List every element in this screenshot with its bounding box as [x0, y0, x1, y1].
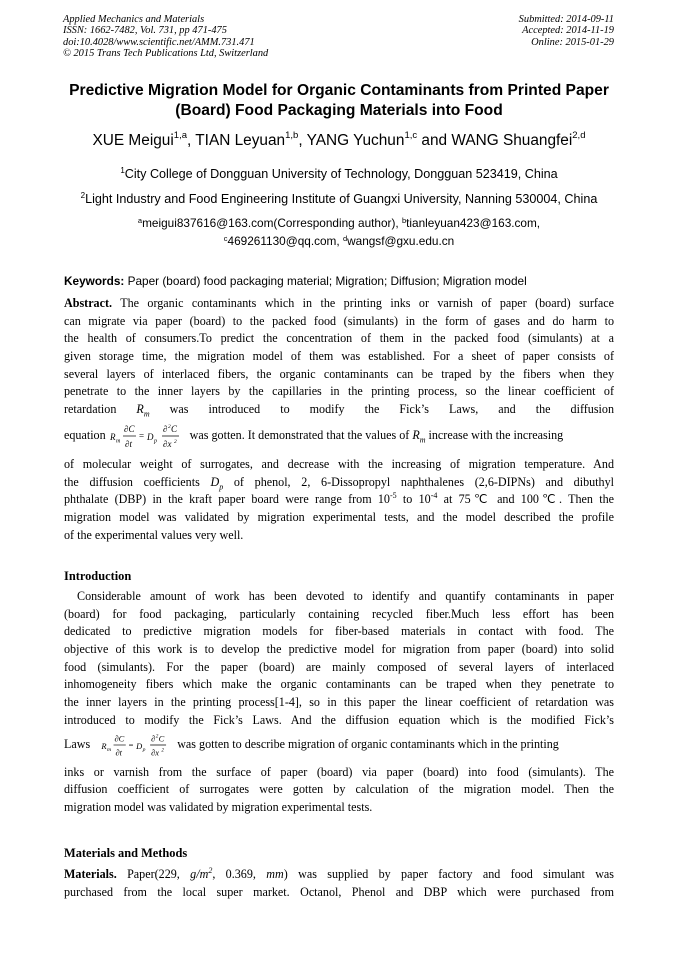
eq-d2-sup: 2 — [167, 423, 171, 430]
keywords-label: Keywords: — [64, 274, 125, 288]
eq-d2: ∂ — [162, 423, 168, 434]
intro-line: inhomogeneity fibers which make the organic contaminants can be traped when they penetrate to — [64, 677, 614, 692]
eq-d2-sup: 2 — [155, 733, 159, 739]
text-run: of phenol, 2, 6-Dissopropyl naphthalenes (2,6-DIPNs) and dibuthyl — [223, 474, 614, 489]
text-run: was gotten to describe migration of organic contaminants which in the printing — [177, 736, 559, 751]
unit-mm: mm — [266, 867, 284, 881]
email-mark: a — [137, 216, 143, 225]
keywords-text: Paper (board) food packaging material; Migration; Diffusion; Migration model — [124, 274, 527, 288]
text-run: at 75℃ and 100℃. Then the — [437, 492, 614, 507]
author-separator: , — [298, 132, 307, 149]
eq-C: C — [170, 423, 177, 434]
intro-line: Considerable amount of work has been devoted to identify and quantify contaminants in paper — [77, 589, 614, 603]
exponent: -4 — [430, 491, 438, 501]
submission-dates — [519, 14, 614, 48]
affiliation-mark: 1 — [120, 166, 125, 175]
intro-line: dedicated to predictive migration models for fiber-based materials in contact with food. The — [64, 624, 614, 639]
eq-D: D — [136, 740, 143, 751]
email-mark: d — [342, 233, 348, 243]
eq-D-sub: p — [142, 746, 146, 753]
eq-dx-sup: 2 — [161, 747, 165, 754]
materials-label: Materials. — [64, 867, 117, 881]
abstract-equation-line — [64, 419, 614, 453]
affiliation-2 — [60, 191, 618, 207]
eq-dC: ∂C — [123, 423, 135, 434]
journal-info — [63, 14, 268, 60]
introduction-heading: Introduction — [64, 569, 132, 583]
abstract-line: of molecular weight of surrogates, and decrease with the increasing of migration temperature. And — [64, 456, 614, 471]
subscript: m — [419, 435, 426, 445]
text-run: equation — [64, 427, 106, 442]
title-line-1: Predictive Migration Model for Organic Contaminants from Printed Paper — [69, 82, 609, 99]
submitted-date: Submitted: 2014-09-11 — [518, 14, 614, 25]
intro-line: introduced to modify the Fick’s Laws. And the diffusion equation which is the modified Fick’s — [64, 712, 614, 727]
methods-heading: Materials and Methods — [64, 846, 188, 860]
journal-name: Applied Mechanics and Materials — [63, 14, 205, 25]
intro-line: objective of this work is to develop the predictive model for migration from paper (board) into solid — [64, 642, 614, 657]
abstract-line — [64, 295, 614, 313]
intro-line: (board) for food packaging, particularly containing recycled fiber.Much less effort has been — [64, 606, 614, 621]
abstract-line: penetrate to the inner layers by the capillaries in the printing process, so the linear coefficient of — [64, 384, 614, 399]
subscript: m — [143, 409, 150, 419]
eq-dx: ∂x — [151, 746, 160, 757]
text-run: Paper(229, — [116, 867, 191, 881]
text-run: the diffusion coefficients — [64, 474, 211, 489]
text-run: D — [210, 474, 220, 489]
intro-line: migration model was validated by migration experimental tests. — [64, 799, 373, 814]
abstract-line: given storage time, the migration model of them was established. For a sheet of paper consists of — [64, 349, 614, 364]
eq-dx: ∂x — [162, 438, 172, 449]
email-address: tianleyuan423@163.com, — [406, 216, 541, 230]
author-affil-mark: 1,b — [285, 130, 299, 141]
author-affil-mark: 2,d — [572, 130, 586, 141]
exponent: -5 — [389, 491, 397, 501]
intro-line: food (simulants). For the paper (board) are mainly composed of several layers of interlaced — [64, 659, 614, 674]
text-run: to 10 — [396, 492, 431, 507]
abstract-line — [64, 474, 614, 492]
author-affil-mark: 1,c — [404, 130, 418, 141]
abstract-label: Abstract. — [64, 296, 113, 310]
methods-line — [64, 866, 614, 884]
text-run: g/m — [190, 867, 209, 881]
text-run: R — [136, 402, 144, 417]
journal-doi: doi:10.4028/www.scientific.net/AMM.731.471 — [63, 36, 255, 48]
eq-d2: ∂ — [151, 732, 156, 743]
author-separator: , — [187, 132, 196, 149]
eq-R-sub: m — [107, 746, 112, 753]
unit-gsm — [190, 867, 212, 881]
abstract-line — [64, 401, 614, 419]
email-mark: b — [401, 216, 407, 225]
methods-body — [64, 866, 614, 901]
text-run: retardation — [64, 402, 117, 417]
text-run: Laws — [64, 736, 91, 751]
journal-issn: ISSN: 1662-7482, Vol. 731, pp 471-475 — [63, 25, 227, 37]
subscript: p — [219, 481, 224, 491]
keywords — [64, 274, 614, 289]
text-run: phthalate (DBP) in the kraft paper board were range from 10 — [64, 492, 390, 507]
email-mark: c — [223, 233, 228, 243]
affiliation-1 — [60, 166, 618, 182]
methods-line: purchased from the local super market. Octanol, Phenol and DBP which were purchased from — [64, 884, 614, 899]
email-address: meigui837616@163.com(Corresponding author), — [142, 216, 402, 230]
abstract-line: several layers of interlaced fibers, the organic contaminants can be traped by the fibers when they — [64, 366, 614, 381]
author-emails — [60, 215, 618, 250]
abstract-line: can migrate via paper (board) to the packed food (simulants) in the form of gases and do harm to — [64, 313, 614, 328]
abstract-line — [64, 491, 614, 509]
email-address: 469261130@qq.com, — [227, 233, 343, 248]
eq-D-sub: p — [153, 438, 157, 445]
var-D — [210, 475, 223, 489]
affiliation-text: Light Industry and Food Engineering Institute of Guangxi University, Nanning 530004, China — [85, 192, 598, 206]
intro-line: inks or varnish from the surface of paper (board) via paper (board) into food (simulants). The — [64, 764, 614, 779]
text-run: ) was supplied by paper factory and food simulant was — [283, 867, 614, 881]
text-run: was gotten. It demonstrated that the values of — [189, 427, 413, 442]
abstract-line: the health of consumers.To predict the concentration of them in the packed food (simulants) at a — [64, 331, 614, 346]
text-run: increase with the increasing — [425, 427, 564, 442]
eq-dt: ∂t — [115, 746, 123, 757]
text-run: , 0.369, — [212, 867, 267, 881]
var-R — [412, 427, 426, 445]
author-name: WANG Shuangfei — [451, 132, 573, 149]
intro-equation-line — [64, 730, 614, 760]
author-affil-mark: 1,a — [173, 130, 187, 141]
intro-line: the inner layers in the printing process[1-4], so in this paper the linear coefficient of retardation was — [64, 695, 614, 710]
eq-R: R — [101, 740, 107, 751]
eq-D: D — [146, 431, 154, 442]
author-name: YANG Yuchun — [306, 132, 405, 149]
eq-R: R — [109, 431, 116, 442]
eq-R-sub: m — [115, 438, 120, 445]
affiliation-text: City College of Dongguan University of Technology, Dongguan 523419, China — [124, 167, 558, 181]
accepted-date: Accepted: 2014-11-19 — [522, 25, 614, 37]
text-run — [190, 427, 564, 445]
diffusion-equation-figure — [107, 420, 189, 452]
author-separator: and — [417, 132, 452, 149]
text-run: R — [412, 427, 420, 442]
eq-C: C — [158, 732, 165, 743]
abstract-line: migration model was validated by migration experimental tests, and the model described the profile — [64, 509, 614, 524]
affiliation-mark: 2 — [80, 191, 86, 200]
text-run: The organic contaminants which in the printing inks or varnish of paper (board) surface — [112, 296, 614, 310]
eq-equals: = — [128, 739, 134, 750]
paper-title — [60, 81, 618, 121]
abstract — [64, 295, 614, 544]
intro-line: diffusion coefficient of surrogates were gotten by calculation of the migration model. Then the — [64, 782, 614, 797]
author-name: TIAN Leyuan — [195, 132, 286, 149]
introduction-body — [64, 588, 614, 817]
eq-equals: = — [138, 430, 144, 441]
abstract-line: of the experimental values very well. — [64, 527, 244, 542]
var-R — [136, 402, 150, 419]
diffusion-equation-figure — [98, 730, 176, 760]
author-name: XUE Meigui — [92, 132, 174, 149]
exponent: 2 — [208, 866, 213, 875]
eq-dt: ∂t — [124, 438, 132, 449]
email-address: wangsf@gxu.edu.cn — [347, 233, 455, 248]
eq-dC: ∂C — [114, 732, 125, 743]
text-run: was introduced to modify the Fick’s Laws, and the diffusion — [169, 402, 614, 417]
online-date: Online: 2015-01-29 — [531, 36, 614, 48]
eq-dx-sup: 2 — [173, 438, 177, 445]
title-line-2: (Board) Food Packaging Materials into Food — [175, 102, 503, 119]
journal-copyright: © 2015 Trans Tech Publications Ltd, Switzerland — [63, 48, 269, 60]
author-list — [60, 131, 618, 151]
